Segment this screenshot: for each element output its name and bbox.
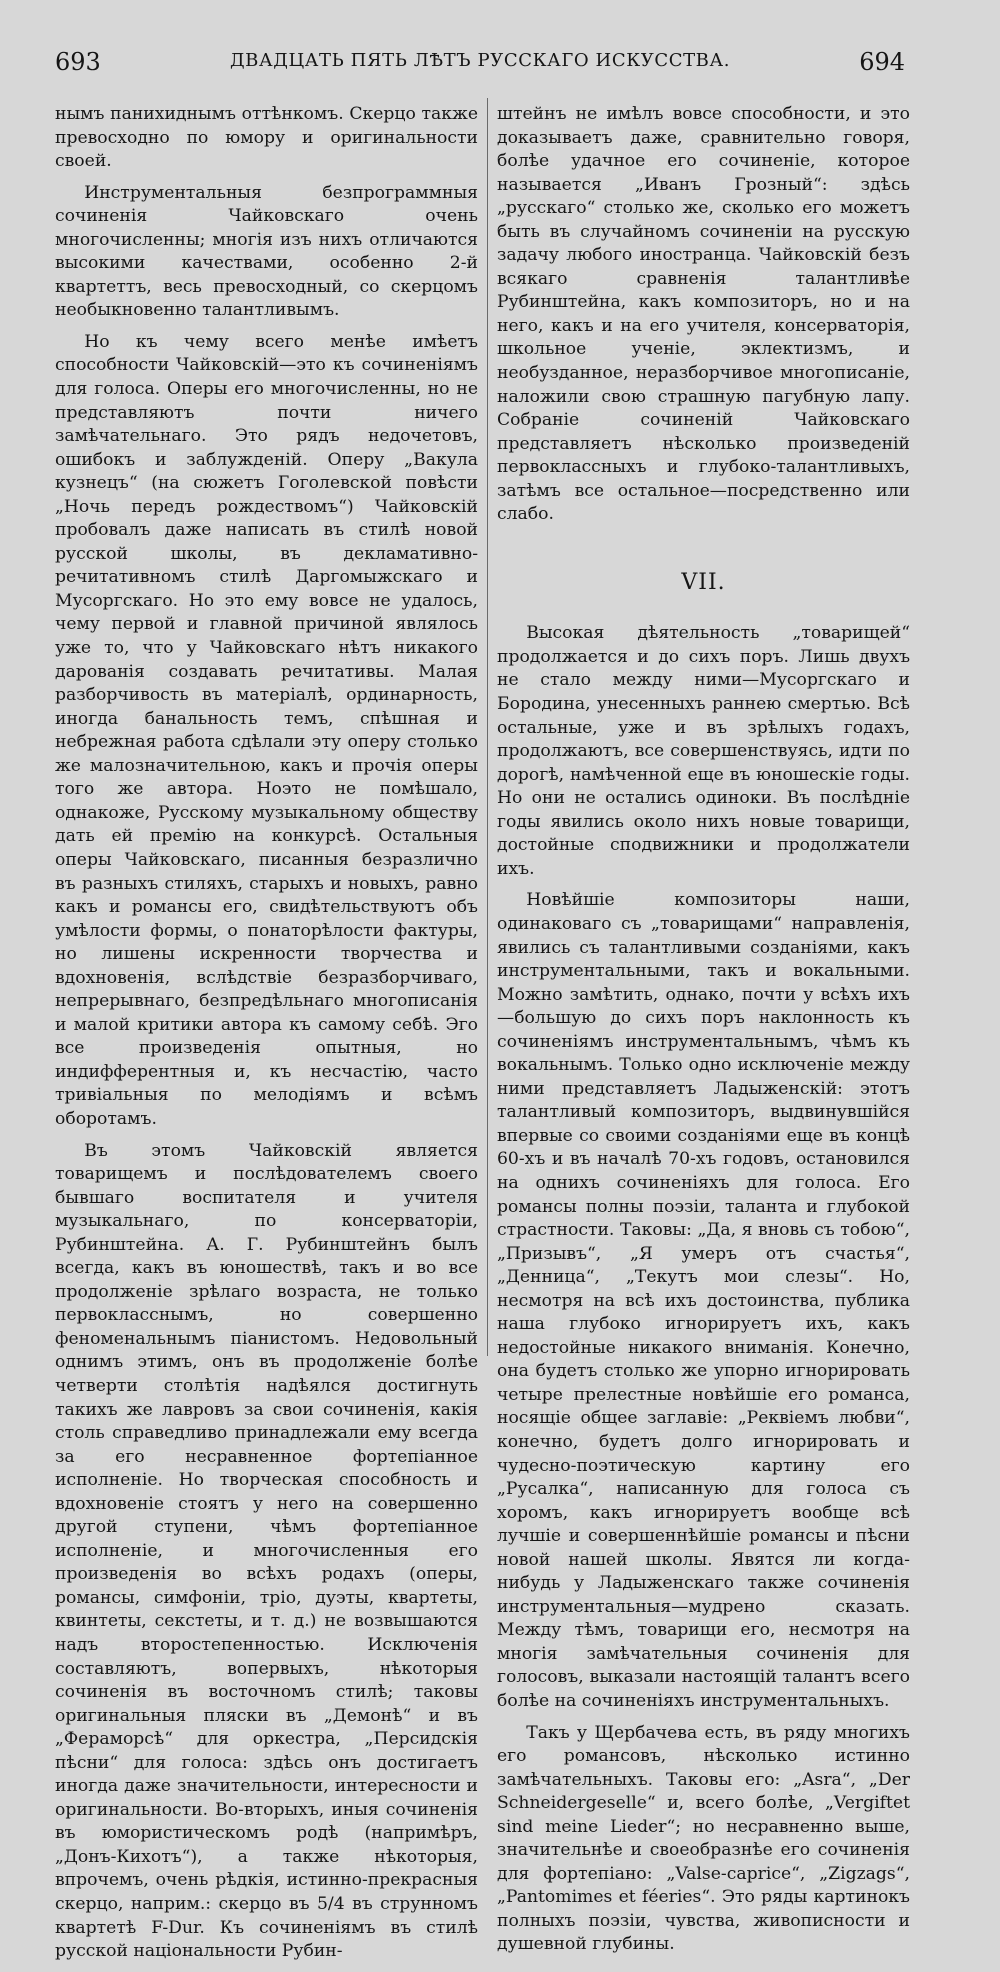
paragraph: Такъ у Щербачева есть, въ ряду многихъ его романсовъ, нѣсколько истинно замѣчательныхъ. Таковы его: „Asra“, „Der Schneidergeselle“ и, всего болѣе, „Vergiftet sind meine Lieder“; но несравненно выше, значительнѣе и своеобразнѣе его сочиненія для фортепіано: „Valse-caprice“, „Zigzags“, „Pantomimes et féeries“. Это ряды картинокъ полныхъ поэзіи, чувства, живописности и душевной глубины.	[497, 1722, 910, 1955]
paragraph: Высокая дѣятельность „товарищей“ продолжается и до сихъ поръ. Лишь двухъ не стало между ними—Мусоргскаго и Бородина, унесенныхъ раннею смертью. Всѣ остальные, уже и въ зрѣлыхъ годахъ, продолжаютъ, все совершенствуясь, идти по дорогѣ, намѣченной еще въ юношескіе годы. Но они не остались одиноки. Въ послѣдніе годы явились около нихъ новые товарищи, достойные сподвижники и продолжатели ихъ.	[497, 623, 910, 879]
paragraph: Инструментальныя безпрограммныя сочиненія Чайковскаго очень многочисленны; многія изъ нихъ отличаются высокими качествами, особенно 2-й квартеттъ, весь превосходный, со скерцомъ необыкновенно талантливымъ.	[55, 182, 478, 321]
left-column	[55, 103, 478, 1972]
section-heading: VII.	[681, 569, 726, 595]
column-divider	[487, 98, 488, 1356]
paragraph: штейнъ не имѣлъ вовсе способности, и это доказываетъ даже, сравнительно говоря, болѣе удачное его сочиненіе, которое называется „Иванъ Грозный“: здѣсь „русскаго“ столько же, сколько его можетъ быть въ случайномъ сочиненіи на русскую задачу любого иностранца. Чайковскій безъ всякаго сравненія талантливѣе Рубинштейна, какъ композиторъ, но и на него, какъ и на его учителя, консерваторія, школьное ученіе, эклектизмъ, и необузданное, неразборчивое многописаніе, наложили свою страшную пагубную лапу. Собраніе сочиненій Чайковскаго представляетъ нѣсколько произведеній первоклассныхъ и глубоко-талантливыхъ, затѣмъ все остальное—посредственно или слабо.	[497, 104, 910, 525]
page-number-right: 694	[859, 48, 905, 76]
paragraph: Въ этомъ Чайковскій является товарищемъ и послѣдователемъ своего бывшаго воспитателя и учителя музыкальнаго, по консерваторіи, Рубинштейна. А. Г. Рубинштейнъ былъ всегда, какъ въ юношествѣ, такъ и во все продолженіе зрѣлаго возраста, не только первокласснымъ, но совершенно феноменальнымъ піанистомъ. Недовольный однимъ этимъ, онъ въ продолженіе болѣе четверти столѣтія надѣялся достигнуть такихъ же лавровъ за свои сочиненія, какія столь справедливо принадлежали ему всегда за его несравненное фортепіанное исполненіе. Но творческая способность и вдохновеніе стоятъ у него на совершенно другой ступени, чѣмъ фортепіанное исполненіе, и многочисленныя его произведенія во всѣхъ родахъ (оперы, романсы, симфоніи, тріо, дуэты, квартеты, квинтеты, секстеты, и т. д.) не возвышаются надъ второстепенностью. Исключенія составляютъ, вопервыхъ, нѣкоторыя сочиненія въ восточномъ стилѣ; таковы оригинальныя пляски въ „Демонѣ“ и въ „Фераморсѣ“ для оркестра, „Персидскія пѣсни“ для голоса: здѣсь онъ достигаетъ иногда даже значительности, интересности и оригинальности. Во-вторыхъ, иныя сочиненія въ юмористическомъ родѣ (напримѣръ, „Донъ-Кихотъ“), а также нѣкоторыя, впрочемъ, очень рѣдкія, истинно-прекрасныя скерцо, наприм.: скерцо въ 5/4 въ струнномъ квартетѣ F-Dur. Къ сочиненіямъ въ стилѣ русской національности Рубин-	[55, 1140, 478, 1962]
paragraph: нымъ панихиднымъ оттѣнкомъ. Скерцо также превосходно по юмору и оригинальности своей.	[55, 104, 478, 172]
page-number-left: 693	[55, 48, 101, 76]
right-column	[497, 103, 910, 1965]
running-title: ДВАДЦАТЬ ПЯТЬ ЛѢТЪ РУССКАГО ИСКУССТВА.	[229, 50, 731, 71]
page-header	[55, 48, 905, 78]
paragraph: Новѣйшіе композиторы наши, одинаковаго съ „товарищами“ направленія, явились съ талантливыми созданіями, какъ инструментальными, такъ и вокальными. Можно замѣтить, однако, почти у всѣхъ ихъ —большую до сихъ поръ наклонность къ сочиненіямъ инструментальнымъ, чѣмъ къ вокальнымъ. Только одно исключеніе между ними представляетъ Ладыженскій: этотъ талантливый композиторъ, выдвинувшійся впервые со своими созданіями еще въ концѣ 60-хъ и въ началѣ 70-хъ годовъ, остановился на однихъ сочиненіяхъ для голоса. Его романсы полны поэзіи, таланта и глубокой страстности. Таковы: „Да, я вновь съ тобою“, „Призывъ“, „Я умеръ отъ счастья“, „Денница“, „Текутъ мои слезы“. Но, несмотря на всѣ ихъ достоинства, публика наша глубоко игнорируетъ ихъ, какъ недостойные никакого вниманія. Конечно, она будетъ столько же упорно игнорировать четыре прелестные новѣйшіе его романса, носящіе общее заглавіе: „Реквіемъ любви“, конечно, будетъ долго игнорировать и чудесно-поэтическую картину его „Русалка“, написанную для голоса съ хоромъ, какъ игнорируетъ вообще всѣ лучшіе и совершеннѣйшіе романсы и пѣсни новой нашей школы. Явятся ли когда-нибудь у Ладыженскаго также сочиненія инструментальныя—мудрено сказать. Между тѣмъ, товарищи его, несмотря на многія замѣчательныя сочиненія для голосовъ, выказали настоящій талантъ всего болѣе на сочиненіяхъ инструментальныхъ.	[497, 890, 910, 1711]
paragraph: Но къ чему всего менѣе имѣетъ способности Чайковскій—это къ сочиненіямъ для голоса. Оперы его многочисленны, но не представляютъ почти ничего замѣчательнаго. Это рядъ недочетовъ, ошибокъ и заблужденій. Оперу „Вакула кузнецъ“ (на сюжетъ Гоголевской повѣсти „Ночь передъ рождествомъ“) Чайковскій пробовалъ даже написать въ стилѣ новой русской школы, въ декламативно-речитативномъ стилѣ Даргомыжскаго и Мусоргскаго. Но это ему вовсе не удалось, чему первой и главной причиной являлось уже то, что у Чайковскаго нѣтъ никакого дарованія создавать речитативы. Малая разборчивость въ матеріалѣ, ординарность, иногда банальность темъ, спѣшная и небрежная работа сдѣлали эту оперу столько же малозначительною, какъ и прочія оперы того же автора. Ноэто не помѣшало, однакоже, Русскому музыкальному обществу дать ей премію на конкурсѣ. Остальныя оперы Чайковскаго, писанныя безразлично въ разныхъ стиляхъ, старыхъ и новыхъ, равно какъ и романсы его, свидѣтельствуютъ объ умѣлости формы, о понаторѣлости фактуры, но лишены искренности творчества и вдохновенія, вслѣдствіе безразборчиваго, непрерывнаго, безпредѣльнаго многописанія и малой критики автора къ самому себѣ. Эго все произведенія опытныя, но индифферентныя и, къ несчастію, часто тривіальныя по мелодіямъ и всѣмъ оборотамъ.	[55, 331, 478, 1129]
